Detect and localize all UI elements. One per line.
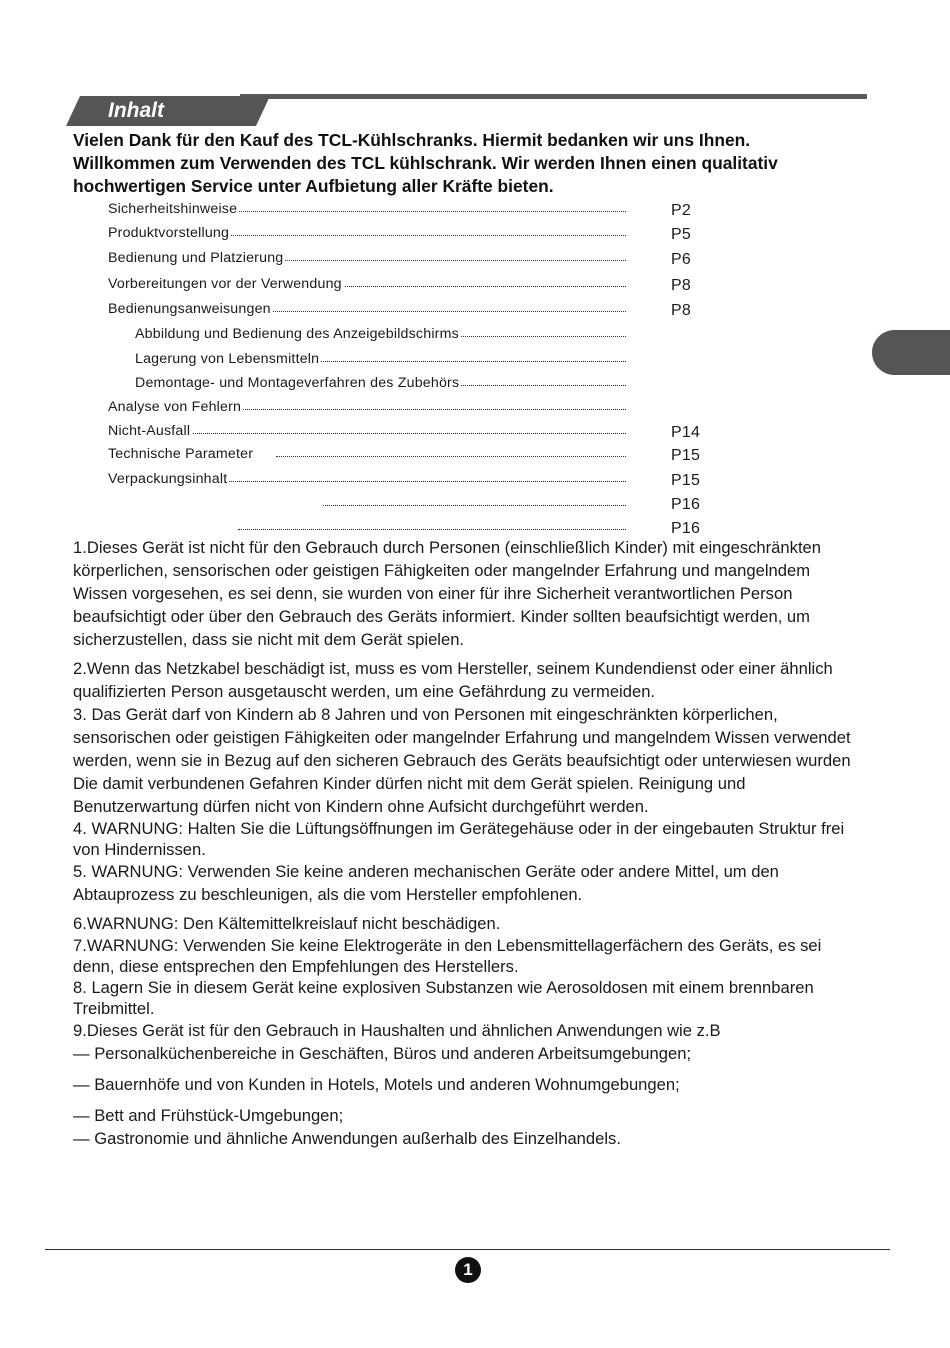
toc-entry[interactable] <box>108 399 708 423</box>
toc-label: Nicht-Ausfall <box>108 423 191 439</box>
toc-label: Sicherheitshinweise <box>108 201 238 217</box>
paragraph: 6.WARNUNG: Den Kältemittelkreislauf nicht beschädigen. <box>73 914 501 933</box>
list-item: — Bauernhöfe und von Kunden in Hotels, Motels und anderen Wohnumgebungen; <box>73 1075 680 1094</box>
toc-label: Vorbereitungen vor der Verwendung <box>108 276 342 292</box>
toc-label: Analyse von Fehlern <box>108 399 242 415</box>
toc-entry[interactable] <box>108 495 708 519</box>
intro-line: hochwertigen Service unter Aufbietung aller Kräfte bieten. <box>73 176 554 196</box>
page-number: 1 <box>455 1257 481 1283</box>
toc-label: Demontage- und Montageverfahren des Zubehörs <box>135 375 460 391</box>
toc-label: Abbildung und Bedienung des Anzeigebildschirms <box>135 326 459 342</box>
toc-label: Technische Parameter <box>108 446 254 462</box>
toc-page: P16 <box>671 496 701 513</box>
intro-line: Vielen Dank für den Kauf des TCL-Kühlschranks. Hiermit bedanken wir uns Ihnen. <box>73 130 751 150</box>
footer-rule <box>45 1249 890 1250</box>
toc-entry[interactable] <box>108 225 708 249</box>
toc-entry[interactable] <box>108 276 708 300</box>
paragraph: 7.WARNUNG: Verwenden Sie keine Elektrogeräte in den Lebensmittellagerfächern des Geräts, es sei denn, diese entsprechen den Empfehlungen des Herstellers. <box>73 936 822 976</box>
toc-page: P15 <box>671 447 701 464</box>
toc-entry[interactable] <box>108 471 708 495</box>
paragraph: 2.Wenn das Netzkabel beschädigt ist, muss es vom Hersteller, seinem Kundendienst oder einer ähnlich qualifizierten Person ausgetauscht werden, um eine Gefährdung zu vermeiden. <box>73 659 833 701</box>
toc-entry[interactable] <box>108 446 708 470</box>
toc-entry[interactable] <box>108 423 708 447</box>
header-tab <box>66 96 270 126</box>
toc-subentry[interactable] <box>135 326 735 350</box>
toc-label: Bedienung und Platzierung <box>108 250 284 266</box>
safety-text <box>73 536 863 1150</box>
paragraph: 5. WARNUNG: Verwenden Sie keine anderen mechanischen Geräte oder andere Mittel, um den Abtauprozess zu beschleunigen, als die vom Hersteller empfohlenen. <box>73 862 779 904</box>
toc-subentry[interactable] <box>135 351 735 375</box>
toc-entry[interactable] <box>108 250 708 274</box>
list-item: — Bett and Frühstück-Umgebungen; <box>73 1106 344 1125</box>
toc-label: Lagerung von Lebensmitteln <box>135 351 320 367</box>
paragraph: 4. WARNUNG: Halten Sie die Lüftungsöffnungen im Gerätegehäuse oder in der eingebauten Struktur frei von Hindernissen. <box>73 819 845 859</box>
toc-page: P16 <box>671 520 701 537</box>
list-item: — Personalküchenbereiche in Geschäften, Büros und anderen Arbeitsumgebungen; <box>73 1044 692 1063</box>
list-item: — Gastronomie und ähnliche Anwendungen außerhalb des Einzelhandels. <box>73 1129 621 1148</box>
paragraph: 1.Dieses Gerät ist nicht für den Gebrauch durch Personen (einschließlich Kinder) mit eingeschränkten körperlichen, sensorischen oder geistigen Fähigkeiten oder mangelnder Erfahrung und mangelndem Wissen vorgesehen, es sei denn, sie wurden von einer für ihre Sicherheit verantwortlichen Person beaufsichtigt oder über den Gebrauch des Geräts informiert. Kinder sollten beaufsichtigt werden, um sicherzustellen, dass sie nicht mit dem Gerät spielen. <box>73 538 822 649</box>
toc-subentry[interactable] <box>135 375 735 399</box>
paragraph: 8. Lagern Sie in diesem Gerät keine explosiven Substanzen wie Aerosoldosen mit einem brennbaren Treibmittel. <box>73 978 814 1018</box>
toc-page: P5 <box>671 226 691 243</box>
section-title: Inhalt <box>108 99 164 122</box>
toc-page: P14 <box>671 424 701 441</box>
toc-label: Verpackungsinhalt <box>108 471 228 487</box>
intro-line: Willkommen zum Verwenden des TCL kühlschrank. Wir werden Ihnen einen qualitativ <box>73 153 778 173</box>
toc-label: Produktvorstellung <box>108 225 230 241</box>
toc-page: P8 <box>671 277 691 294</box>
toc-label: Bedienungsanweisungen <box>108 301 271 317</box>
toc-entry[interactable] <box>108 301 708 325</box>
paragraph: 3. Das Gerät darf von Kindern ab 8 Jahren und von Personen mit eingeschränkten körperlichen, sensorischen oder geistigen Fähigkeiten oder mangelnder Erfahrung und mangelndem Wissen verwendet werden, wenn sie in Bezug auf den sicheren Gebrauch des Geräts beaufsichtigt oder unterwiesen wurden Die damit verbundenen Gefahren Kinder dürfen nicht mit dem Gerät spielen. Reinigung und Benutzerwartung dürfen nicht von Kindern ohne Aufsicht durchgeführt werden. <box>73 705 851 816</box>
header-rule <box>240 94 867 99</box>
toc-entry[interactable] <box>108 201 708 225</box>
intro-text <box>73 129 873 198</box>
paragraph: 9.Dieses Gerät ist für den Gebrauch in Haushalten und ähnlichen Anwendungen wie z.B <box>73 1021 721 1040</box>
toc-page: P6 <box>671 251 691 268</box>
toc-page: P8 <box>671 302 691 319</box>
toc-page: P15 <box>671 472 701 489</box>
toc-page: P2 <box>671 202 691 219</box>
chapter-tab <box>872 330 950 375</box>
